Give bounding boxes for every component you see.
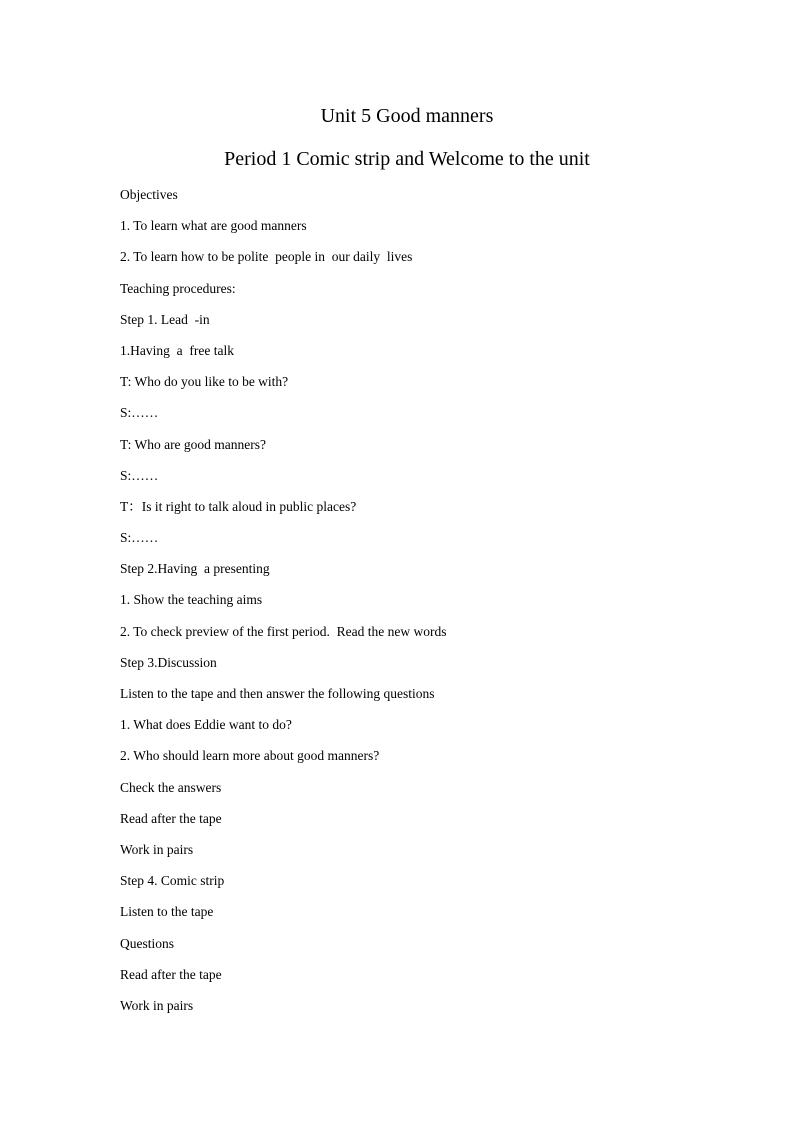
lesson-plan-body xyxy=(120,185,446,1027)
text-line: Work in pairs xyxy=(120,841,194,857)
text-line: Listen to the tape xyxy=(120,904,214,920)
section-heading-procedures: Teaching procedures: xyxy=(120,280,236,296)
text-line: 2. To check preview of the first period. Read the new words xyxy=(120,623,447,639)
question-line: 1. What does Eddie want to do? xyxy=(120,717,292,733)
text-line: Listen to the tape and then answer the following questions xyxy=(120,686,435,701)
document-subtitle: Period 1 Comic strip and Welcome to the unit xyxy=(224,148,590,170)
dialogue-line: T: Who are good manners? xyxy=(120,436,267,452)
text-line: Read after the tape xyxy=(120,966,222,982)
dialogue-line: S:…… xyxy=(120,405,159,421)
step-heading: Step 2.Having a presenting xyxy=(120,561,270,577)
text-line: 1. Show the teaching aims xyxy=(120,592,263,608)
text-line: Questions xyxy=(120,935,174,951)
text-line: 1.Having a free talk xyxy=(120,342,234,358)
dialogue-line: T：Is it right to talk aloud in public places? xyxy=(120,498,357,514)
step-heading: Step 4. Comic strip xyxy=(120,873,225,889)
dialogue-line: S:…… xyxy=(120,530,159,546)
document-title: Unit 5 Good manners xyxy=(320,105,494,127)
dialogue-line: T: Who do you like to be with? xyxy=(120,374,289,390)
text-line: Check the answers xyxy=(120,779,222,795)
text-line: Work in pairs xyxy=(120,997,194,1013)
step-heading: Step 1. Lead -in xyxy=(120,311,210,327)
question-line: 2. Who should learn more about good manners? xyxy=(120,748,380,764)
section-heading-objectives: Objectives xyxy=(120,187,178,202)
objective-item: 1. To learn what are good manners xyxy=(120,218,307,234)
dialogue-line: S:…… xyxy=(120,467,159,483)
objective-item: 2. To learn how to be polite people in our daily lives xyxy=(120,249,413,265)
step-heading: Step 3.Discussion xyxy=(120,654,217,670)
text-line: Read after the tape xyxy=(120,810,222,826)
